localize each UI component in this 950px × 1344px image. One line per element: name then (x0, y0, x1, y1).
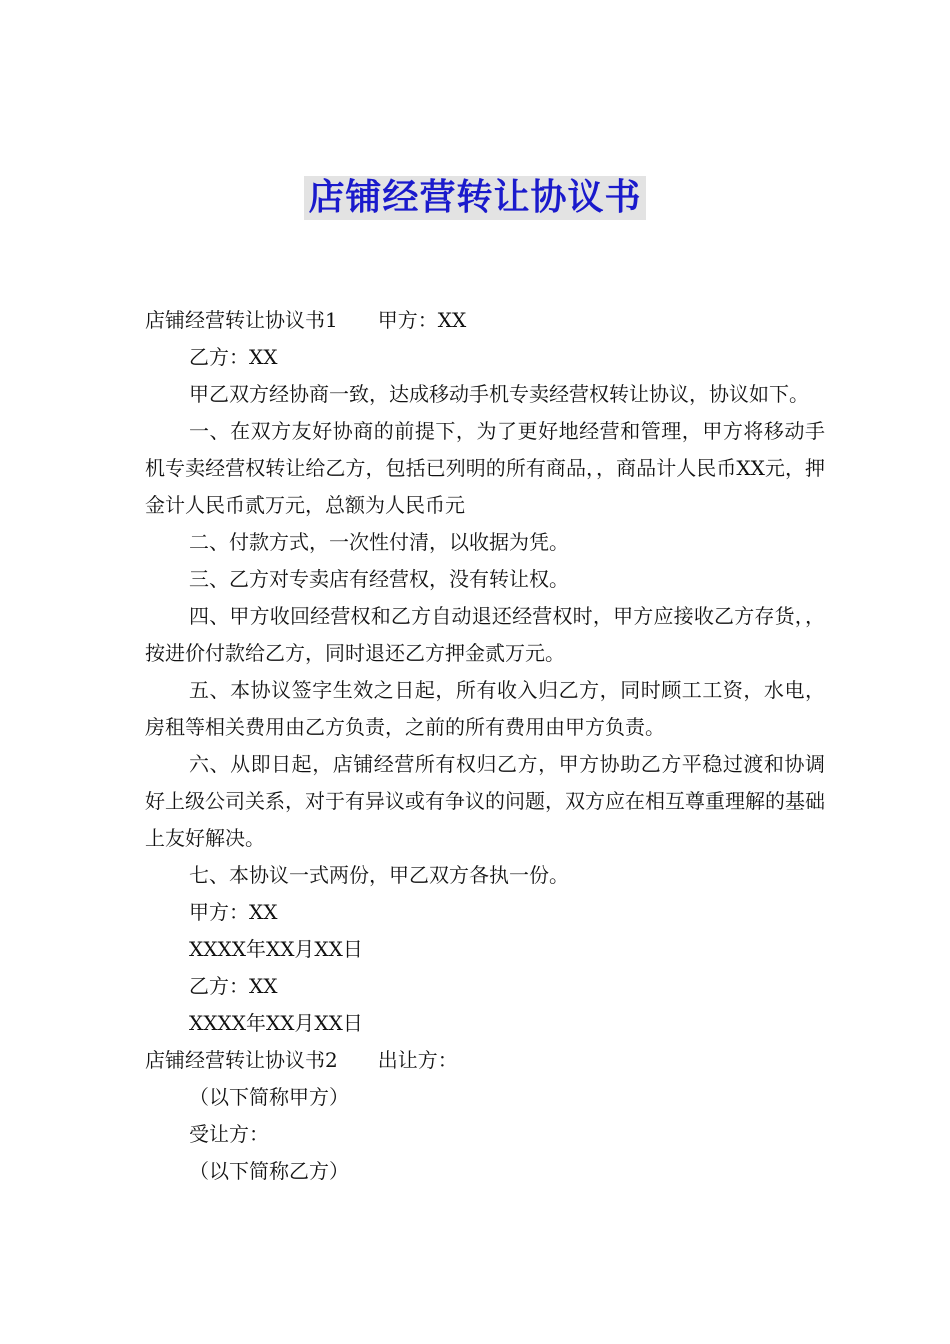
paragraph-10: 甲方：XX (189, 900, 278, 924)
document-title: 店铺经营转让协议书 (304, 176, 645, 220)
paragraph-9: 七、本协议一式两份，甲乙双方各执一份。 (189, 863, 569, 887)
document-body (145, 302, 825, 1190)
paragraph-17: （以下简称乙方） (189, 1159, 349, 1183)
title-container (0, 176, 950, 220)
paragraph-7: 五、本协议签字生效之日起，所有收入归乙方，同时顾工工资，水电，房租等相关费用由乙方负责，之前的所有费用由甲方负责。 (145, 678, 825, 739)
paragraph-13: XXXX年XX月XX日 (189, 1011, 363, 1035)
paragraph-8: 六、从即日起，店铺经营所有权归乙方，甲方协助乙方平稳过渡和协调好上级公司关系，对于有异议或有争议的问题，双方应在相互尊重理解的基础上友好解决。 (145, 752, 825, 850)
paragraph-3: 一、在双方友好协商的前提下，为了更好地经营和管理，甲方将移动手机专卖经营权转让给乙方，包括已列明的所有商品，，商品计人民币XX元，押金计人民币贰万元，总额为人民币元 (145, 419, 825, 517)
paragraph-12: 乙方：XX (189, 974, 278, 998)
paragraph-1: 乙方：XX (189, 345, 278, 369)
paragraph-6: 四、甲方收回经营权和乙方自动退还经营权时，甲方应接收乙方存货，，按进价付款给乙方，同时退还乙方押金贰万元。 (145, 604, 825, 665)
paragraph-0: 店铺经营转让协议书1 甲方：XX (145, 308, 467, 332)
paragraph-11: XXXX年XX月XX日 (189, 937, 363, 961)
paragraph-15: （以下简称甲方） (189, 1085, 349, 1109)
paragraph-16: 受让方： (189, 1122, 269, 1146)
paragraph-14: 店铺经营转让协议书2 出让方： (145, 1048, 458, 1072)
paragraph-4: 二、付款方式，一次性付清，以收据为凭。 (189, 530, 569, 554)
paragraph-5: 三、乙方对专卖店有经营权，没有转让权。 (189, 567, 569, 591)
paragraph-2: 甲乙双方经协商一致，达成移动手机专卖经营权转让协议，协议如下。 (189, 382, 809, 406)
